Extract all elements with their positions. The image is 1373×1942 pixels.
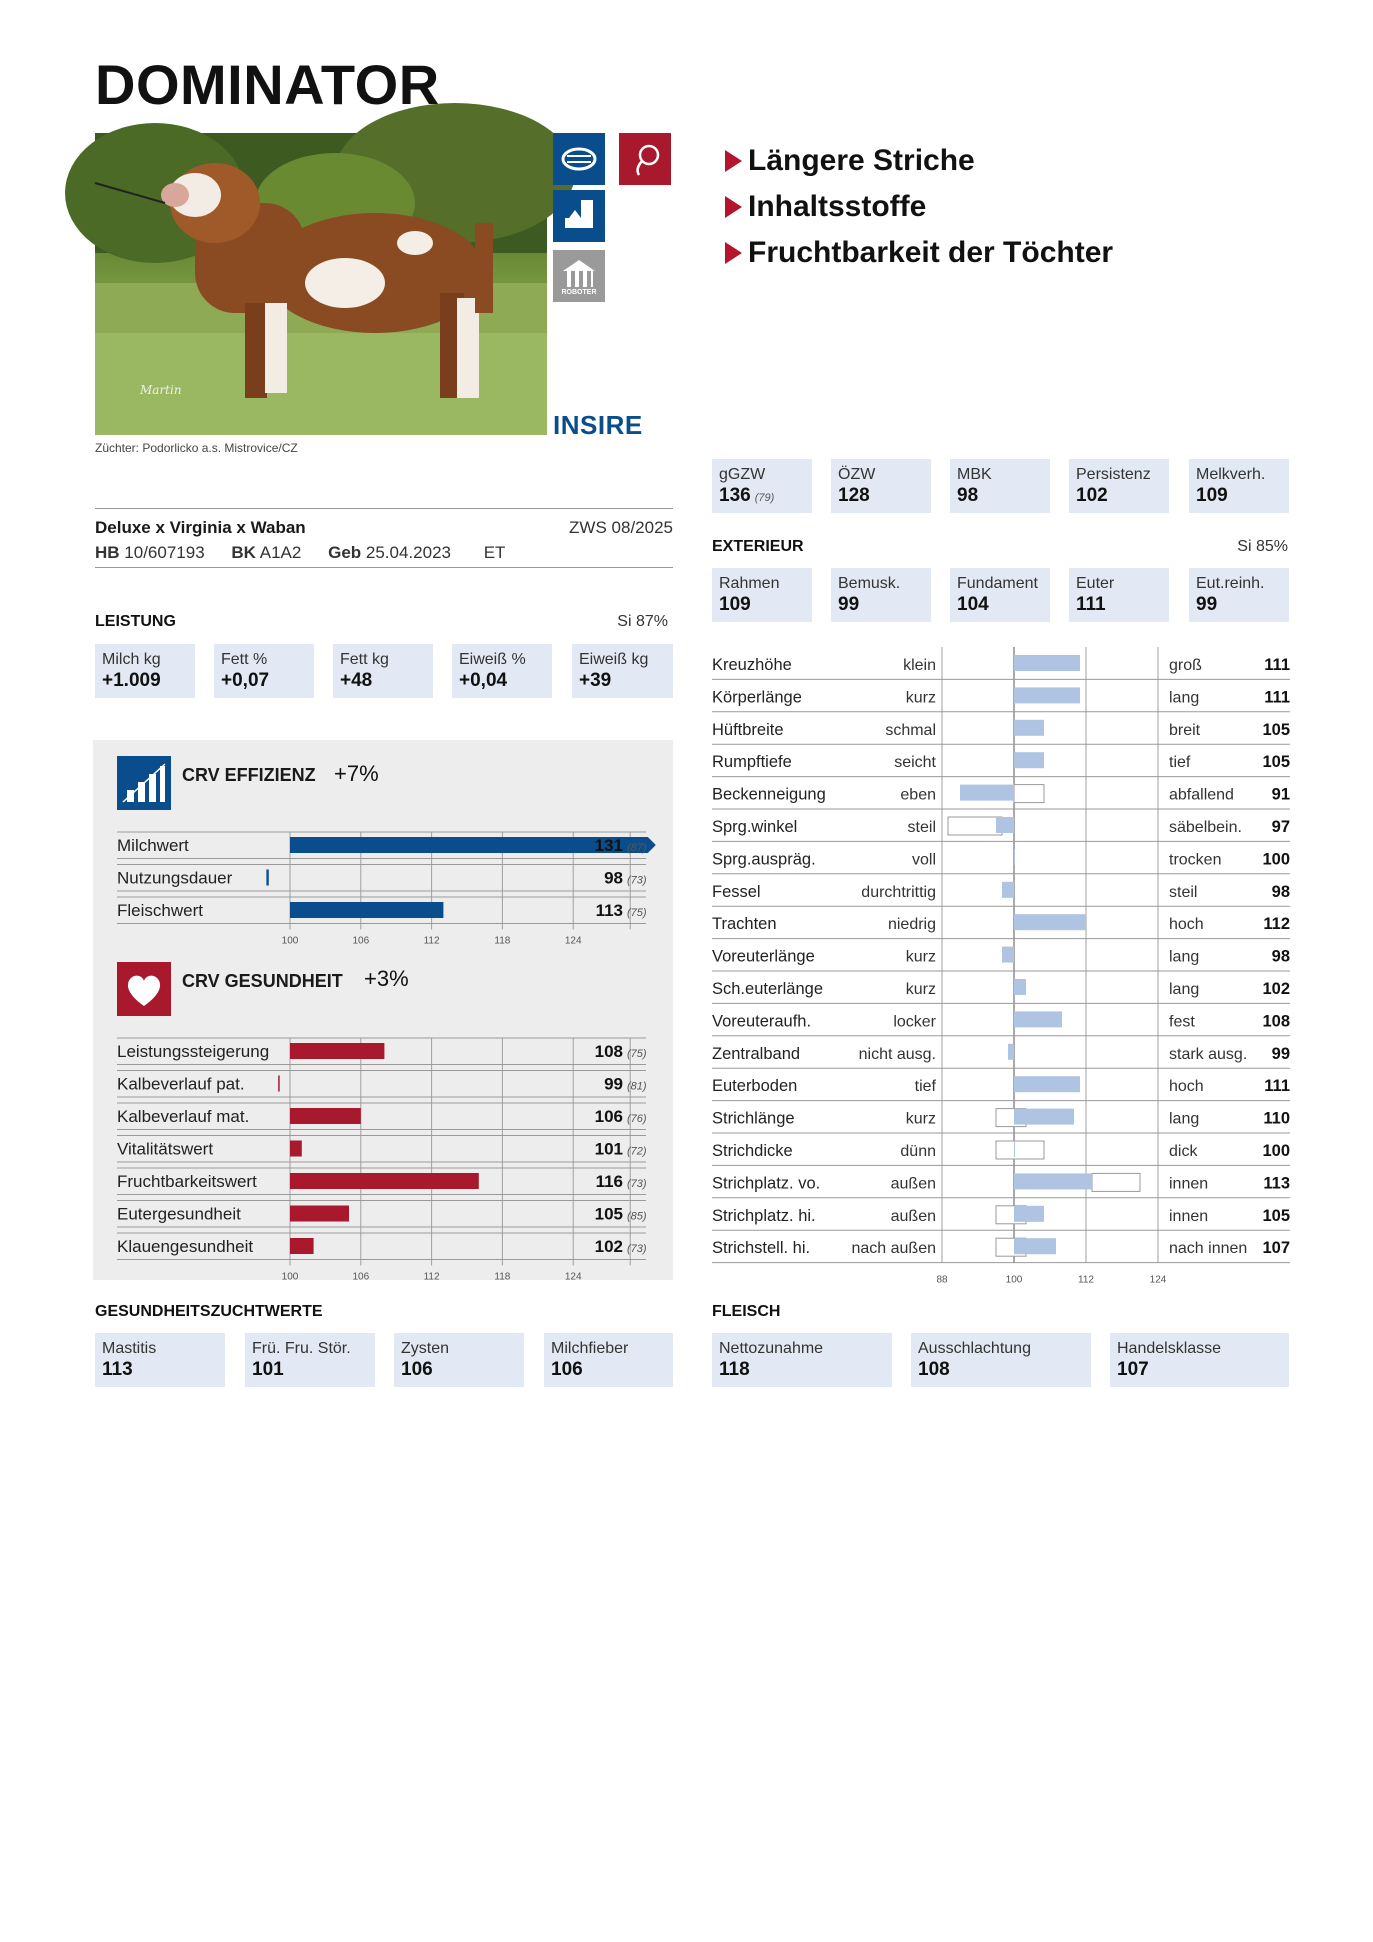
grass-fed-icon — [553, 133, 605, 185]
lin-row-left: voll — [911, 851, 936, 869]
ges-row-label: Kalbeverlauf mat. — [117, 1107, 250, 1126]
crv-gesundheit-delta: +3% — [364, 966, 409, 991]
lin-row-value: 97 — [1271, 818, 1290, 836]
ges-row-label: Klauengesundheit — [117, 1237, 254, 1256]
ges-row-label: Leistungssteigerung — [117, 1042, 270, 1061]
lin-row-left: kurz — [905, 689, 936, 707]
lin-bar — [1014, 849, 1015, 865]
leistung-box-fett-kg: Fett kg +48 — [333, 644, 433, 698]
ges-tick-label: 112 — [423, 1271, 440, 1283]
lin-row-left: außen — [890, 1175, 936, 1193]
lin-row-right: lang — [1169, 689, 1200, 707]
lin-row-value: 105 — [1262, 1206, 1290, 1225]
lin-row-right: dick — [1169, 1143, 1198, 1160]
lin-bar — [1014, 687, 1080, 703]
exterieur-title: EXTERIEUR — [712, 538, 804, 555]
lin-row-label: Hüftbreite — [712, 720, 784, 739]
lin-row-left: außen — [890, 1207, 936, 1225]
lin-row-left: locker — [893, 1013, 936, 1031]
efficiency-bars-icon — [117, 756, 171, 810]
leistung-box-eiweiss-kg: Eiweiß kg +39 — [572, 644, 673, 698]
lin-tick-label: 100 — [1005, 1274, 1023, 1286]
ges-tick-label: 124 — [564, 1271, 582, 1283]
lin-range-box — [1014, 785, 1044, 803]
ges-bar — [290, 1173, 479, 1189]
page-title: DOMINATOR — [95, 53, 440, 116]
lin-bar — [960, 785, 1014, 801]
ges-bar — [290, 1238, 314, 1254]
lin-bar — [1008, 1044, 1014, 1060]
lin-row-label: Strichplatz. vo. — [712, 1174, 821, 1193]
lin-row-label: Sprg.winkel — [712, 818, 798, 836]
bull-photo — [95, 133, 547, 435]
lin-row-right: lang — [1169, 1110, 1200, 1128]
ges-tick-label: 118 — [494, 1271, 511, 1283]
fleisch-box-handelsklasse: Handelsklasse 107 — [1110, 1333, 1289, 1387]
lin-row-label: Voreuteraufh. — [712, 1012, 812, 1031]
lin-row-right: innen — [1169, 1175, 1209, 1193]
lin-row-left: dünn — [900, 1143, 936, 1160]
lin-row-value: 102 — [1262, 980, 1290, 998]
lin-row-left: tief — [914, 1078, 936, 1096]
crv-gesundheit-title: CRV GESUNDHEIT — [182, 971, 343, 991]
lin-row-left: nicht ausg. — [858, 1045, 936, 1063]
ges-bar — [290, 1043, 384, 1059]
linear-profile-chart — [712, 645, 1292, 1285]
pedigree-line: Deluxe x Virginia x Waban — [95, 518, 306, 537]
lin-row-value: 105 — [1262, 753, 1290, 772]
gesamt-box-melkverh: Melkverh. 109 — [1189, 459, 1289, 513]
ges-tick-label: 106 — [352, 1271, 370, 1283]
zws-date: ZWS 08/2025 — [569, 518, 673, 537]
lin-bar — [1002, 882, 1014, 898]
ges-row-label: Kalbeverlauf pat. — [117, 1074, 245, 1094]
lin-row-value: 107 — [1262, 1239, 1290, 1258]
lin-row-right: lang — [1169, 948, 1200, 966]
lin-row-value: 91 — [1271, 785, 1290, 804]
lin-row-left: seicht — [894, 754, 936, 772]
lin-row-value: 111 — [1264, 1077, 1290, 1096]
ges-row-label: Fruchtbarkeitswert — [117, 1172, 257, 1191]
ges-row-rel: (85) — [627, 1210, 647, 1223]
lin-row-value: 99 — [1271, 1044, 1290, 1063]
lin-row-label: Zentralband — [712, 1044, 801, 1063]
lin-row-label: Rumpftiefe — [712, 753, 792, 772]
pedigree-ids: HB 10/607193 BK A1A2 Geb 25.04.2023 ET — [95, 543, 506, 562]
lin-range-box — [948, 817, 1002, 835]
lin-row-label: Körperlänge — [712, 688, 802, 707]
lin-row-value: 111 — [1264, 656, 1290, 674]
polled-sperm-icon — [619, 133, 671, 185]
ges-row-value: 116 — [595, 1172, 623, 1191]
fleisch-box-ausschlachtung: Ausschlachtung 108 — [911, 1333, 1091, 1387]
lin-row-right: steil — [1169, 883, 1198, 901]
feature-1: Längere Striche — [725, 144, 975, 178]
ges-row-rel: (73) — [627, 1243, 647, 1255]
eff-tick-label: 112 — [423, 935, 440, 947]
lin-row-value: 111 — [1264, 688, 1290, 707]
lin-row-right: trocken — [1169, 851, 1222, 869]
lin-row-right: groß — [1169, 657, 1202, 674]
lin-row-left: nach außen — [851, 1240, 936, 1258]
lin-row-right: innen — [1169, 1207, 1209, 1225]
lin-row-label: Trachten — [712, 915, 777, 934]
eff-row-label: Nutzungsdauer — [117, 868, 233, 888]
eff-tick-label: 118 — [494, 935, 511, 947]
lin-row-label: Voreuterlänge — [712, 947, 815, 966]
lin-row-label: Strichdicke — [712, 1142, 793, 1160]
eff-tick-label: 106 — [352, 935, 370, 947]
feature-3: Fruchtbarkeit der Töchter — [725, 236, 1113, 270]
exterieur-box-bemusk: Bemusk. 99 — [831, 568, 931, 622]
lin-row-right: hoch — [1169, 916, 1204, 934]
insire-label: INSIRE — [553, 410, 643, 440]
lin-tick-label: 124 — [1149, 1274, 1167, 1286]
lin-bar — [1014, 1011, 1062, 1027]
lin-bar — [1014, 752, 1044, 768]
lin-row-right: säbelbein. — [1169, 819, 1242, 836]
leistung-si: Si 87% — [617, 613, 668, 630]
lin-bar — [1002, 947, 1014, 963]
gzw-box-milchfieber: Milchfieber 106 — [544, 1333, 673, 1387]
ges-row-rel: (72) — [627, 1145, 647, 1158]
lin-row-right: breit — [1169, 721, 1201, 739]
eff-row-value: 98 — [604, 868, 623, 888]
eff-row-rel: (75) — [627, 907, 647, 919]
lin-bar — [1014, 1109, 1074, 1125]
lin-tick-label: 88 — [936, 1274, 948, 1286]
lin-bar — [1014, 1238, 1056, 1254]
lin-row-label: Strichlänge — [712, 1109, 795, 1128]
gesundheitszuchtwerte-title: GESUNDHEITSZUCHTWERTE — [95, 1303, 323, 1320]
robot-icon-label: ROBOTER — [561, 288, 597, 296]
lin-row-left: kurz — [905, 948, 936, 966]
ges-bar — [278, 1076, 280, 1092]
ges-row-value: 101 — [594, 1139, 623, 1159]
lin-row-left: durchtrittig — [861, 883, 936, 901]
lin-row-left: niedrig — [887, 916, 936, 934]
lin-row-right: stark ausg. — [1169, 1045, 1248, 1063]
exterieur-si: Si 85% — [1237, 538, 1288, 555]
lin-row-label: Strichplatz. hi. — [712, 1206, 816, 1225]
lin-row-value: 98 — [1271, 947, 1290, 966]
lin-row-value: 105 — [1262, 720, 1290, 739]
lin-bar — [1014, 720, 1044, 736]
lin-row-right: abfallend — [1169, 786, 1234, 804]
gesamt-box-ggzw: gGZW 136 (79) — [712, 459, 812, 513]
ges-row-value: 106 — [594, 1107, 623, 1126]
heart-icon — [117, 962, 171, 1016]
lin-row-right: nach innen — [1169, 1240, 1248, 1258]
lin-row-left: steil — [907, 819, 936, 836]
photo-signature: Martin — [140, 383, 182, 397]
lin-row-value: 110 — [1263, 1109, 1290, 1128]
lin-range-box — [1092, 1173, 1140, 1191]
crv-gesundheit-chart — [93, 1026, 673, 1283]
leistung-box-eiweiss-pct: Eiweiß % +0,04 — [452, 644, 552, 698]
ges-row-value: 102 — [594, 1237, 623, 1256]
lin-bar — [996, 817, 1014, 833]
lin-row-label: Sch.euterlänge — [712, 980, 823, 998]
eff-bar — [290, 902, 443, 918]
lin-row-right: tief — [1169, 754, 1191, 772]
lin-bar — [1014, 1206, 1044, 1222]
lin-row-right: lang — [1169, 981, 1200, 998]
leistung-box-milch: Milch kg +1.009 — [95, 644, 195, 698]
gesamt-box-mbk: MBK 98 — [950, 459, 1050, 513]
lin-row-left: klein — [903, 657, 936, 674]
gzw-box-fru: Frü. Fru. Stör. 101 — [245, 1333, 375, 1387]
photo-credit: Züchter: Podorlicko a.s. Mistrovice/CZ — [95, 441, 298, 455]
ges-row-rel: (76) — [627, 1113, 647, 1125]
lin-row-value: 113 — [1263, 1174, 1290, 1193]
eff-tick-label: 124 — [564, 935, 582, 947]
crv-effizienz-delta: +7% — [334, 761, 379, 786]
exterieur-box-euter: Euter 111 — [1069, 568, 1169, 622]
ges-row-label: Vitalitätswert — [117, 1139, 214, 1159]
eff-bar — [266, 870, 268, 886]
lin-row-value: 108 — [1262, 1012, 1290, 1031]
ges-row-value: 108 — [594, 1042, 623, 1061]
gzw-box-zysten: Zysten 106 — [394, 1333, 524, 1387]
lin-bar — [1014, 914, 1086, 930]
ges-bar — [290, 1141, 302, 1157]
lin-bar — [1014, 1076, 1080, 1092]
fleisch-title: FLEISCH — [712, 1303, 781, 1320]
ges-row-label: Eutergesundheit — [117, 1204, 241, 1224]
eff-row-rel: (87) — [627, 842, 647, 854]
gesamt-box-ozw: ÖZW 128 — [831, 459, 931, 513]
lin-row-label: Fessel — [712, 882, 761, 901]
ges-row-rel: (73) — [627, 1178, 647, 1190]
eff-row-label: Fleischwert — [117, 901, 203, 920]
lin-row-left: eben — [900, 786, 936, 804]
crv-effizienz-title: CRV EFFIZIENZ — [182, 765, 316, 785]
lin-row-left: schmal — [885, 721, 936, 739]
lin-bar — [1014, 655, 1080, 671]
ges-bar — [290, 1206, 349, 1222]
lin-bar — [1014, 979, 1026, 995]
lin-bar — [1014, 1173, 1092, 1189]
lin-row-label: Beckenneigung — [712, 785, 826, 804]
lin-tick-label: 112 — [1078, 1274, 1094, 1286]
eff-row-rel: (73) — [627, 874, 647, 887]
crv-effizienz-chart — [93, 820, 673, 947]
lin-row-label: Kreuzhöhe — [712, 656, 792, 674]
feature-2: Inhaltsstoffe — [725, 190, 926, 224]
leistung-box-fett-pct: Fett % +0,07 — [214, 644, 314, 698]
lin-row-value: 100 — [1262, 850, 1290, 869]
ges-row-value: 105 — [594, 1204, 623, 1224]
lin-row-right: fest — [1169, 1013, 1195, 1031]
lin-row-label: Sprg.auspräg. — [712, 850, 816, 869]
lin-row-label: Strichstell. hi. — [712, 1239, 811, 1258]
eff-row-value: 131 — [594, 836, 623, 855]
robot-icon — [553, 250, 605, 302]
ges-row-value: 99 — [604, 1074, 623, 1094]
ges-row-rel: (75) — [627, 1048, 647, 1060]
lin-row-value: 100 — [1262, 1142, 1290, 1160]
lin-row-label: Euterboden — [712, 1077, 798, 1096]
exterieur-box-eut-reinh: Eut.reinh. 99 — [1189, 568, 1289, 622]
lin-bar — [1014, 1141, 1015, 1157]
ges-bar — [290, 1108, 361, 1124]
exterieur-box-rahmen: Rahmen 109 — [712, 568, 812, 622]
lin-row-value: 112 — [1263, 915, 1290, 934]
lin-row-left: kurz — [905, 981, 936, 998]
eff-row-value: 113 — [595, 901, 623, 920]
fleisch-box-nettozunahme: Nettozunahme 118 — [712, 1333, 892, 1387]
gesamt-box-persistenz: Persistenz 102 — [1069, 459, 1169, 513]
milk-icon — [553, 190, 605, 242]
exterieur-box-fundament: Fundament 104 — [950, 568, 1050, 622]
ges-row-rel: (81) — [627, 1080, 647, 1093]
gzw-box-mastitis: Mastitis 113 — [95, 1333, 225, 1387]
lin-row-left: kurz — [905, 1110, 936, 1128]
lin-row-value: 98 — [1271, 882, 1290, 901]
eff-tick-label: 100 — [281, 935, 299, 947]
ges-tick-label: 100 — [281, 1271, 299, 1283]
lin-range-box — [996, 1141, 1044, 1159]
eff-row-label: Milchwert — [117, 836, 189, 855]
lin-row-right: hoch — [1169, 1078, 1204, 1096]
leistung-title: LEISTUNG — [95, 613, 176, 630]
